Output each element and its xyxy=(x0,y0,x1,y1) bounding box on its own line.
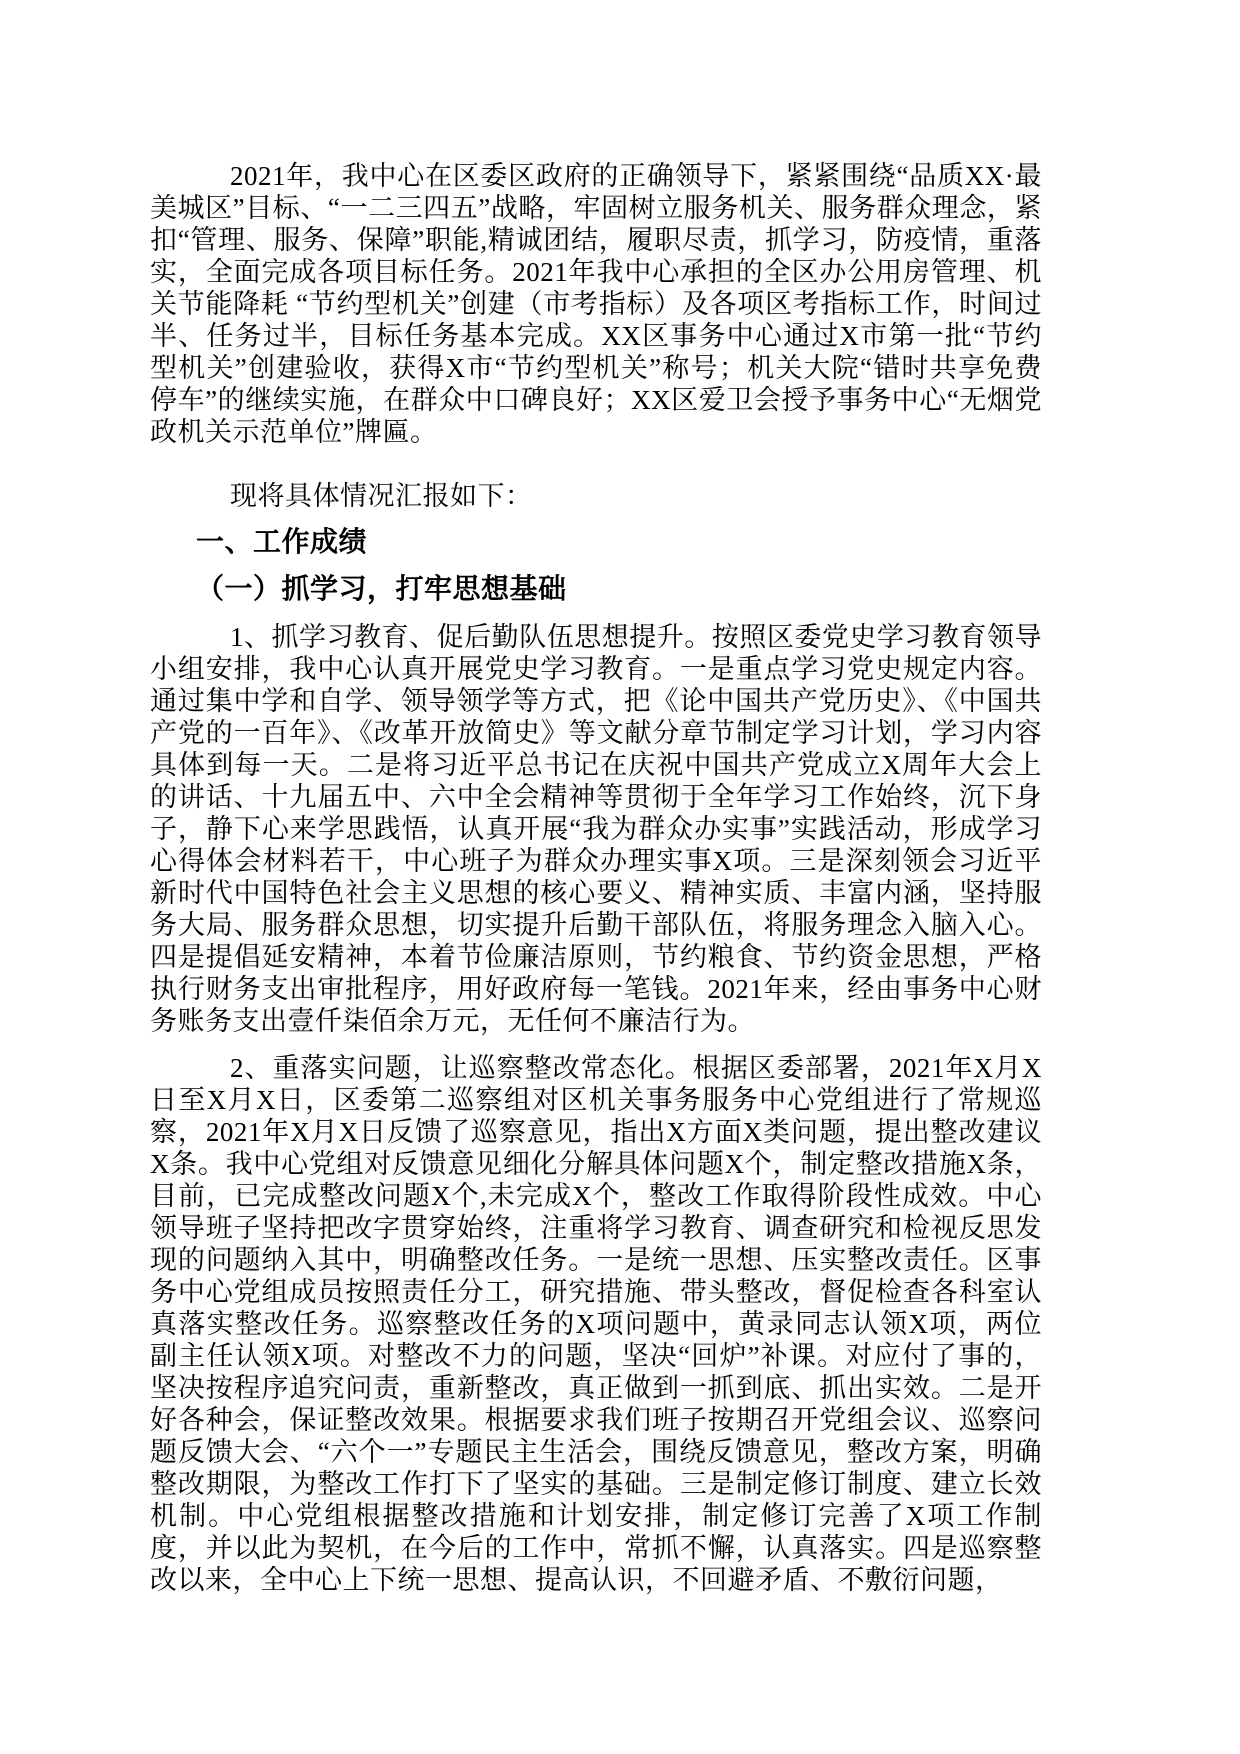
intro-paragraph: 2021年，我中心在区委区政府的正确领导下，紧紧围绕“品质XX·最美城区”目标、“一二三四五”战略，牢固树立服务机关、服务群众理念，紧扣“管理、服务、保障”职能,精诚团结，履职尽责，抓学习，防疫情，重落实，全面完成各项目标任务。2021年我中心承担的全区办公用房管理、机关节能降耗 “节约型机关”创建（市考指标）及各项区考指标工作，时间过半、任务过半，目标任务基本完成。XX区事务中心通过X市第一批“节约型机关”创建验收，获得X市“节约型机关”称号；机关大院“错时共享免费停车”的继续实施，在群众中口碑良好；XX区爱卫会授予事务中心“无烟党政机关示范单位”牌匾。 xyxy=(150,161,1042,447)
numbered-paragraph: 1、抓学习教育、促后勤队伍思想提升。按照区委党史学习教育领导小组安排，我中心认真开展党史学习教育。一是重点学习党史规定内容。通过集中学和自学、领导领学等方式，把《论中国共产党历史》、《中国共产党的一百年》、《改革开放简史》等文献分章节制定学习计划，学习内容具体到每一天。二是将习近平总书记在庆祝中国共产党成立X周年大会上的讲话、十九届五中、六中全会精神等贯彻于全年学习工作始终，沉下身子，静下心来学思践悟，认真开展“我为群众办实事”实践活动，形成学习心得体会材料若干，中心班子为群众办理实事X项。三是深刻领会习近平新时代中国特色社会主义思想的核心要义、精神实质、丰富内涵，坚持服务大局、服务群众思想，切实提升后勤干部队伍，将服务理念入脑入心。四是提倡延安精神，本着节俭廉洁原则，节约粮食、节约资金思想，严格执行财务支出审批程序，用好政府每一笔钱。2021年来，经由事务中心财务账务支出壹仟柒佰余万元，无任何不廉洁行为。 xyxy=(150,622,1042,1036)
numbered-paragraph: 2、重落实问题，让巡察整改常态化。根据区委部署，2021年X月X日至X月X日，区委第二巡察组对区机关事务服务中心党组进行了常规巡察，2021年X月X日反馈了巡察意见，指出X方面X类问题，提出整改建议X条。我中心党组对反馈意见细化分解具体问题X个，制定整改措施X条，目前，已完成整改问题X个,未完成X个，整改工作取得阶段性成效。中心领导班子坚持把改字贯穿始终，注重将学习教育、调查研究和检视反思发现的问题纳入其中，明确整改任务。一是统一思想、压实整改责任。区事务中心党组成员按照责任分工，研究措施、带头整改，督促检查各科室认真落实整改任务。巡察整改任务的X项问题中，黄录同志认领X项，两位副主任认领X项。对整改不力的问题，坚决“回炉”补课。对应付了事的，坚决按程序追究问责，重新整改，真正做到一抓到底、抓出实效。二是开好各种会，保证整改效果。根据要求我们班子按期召开党组会议、巡察问题反馈大会、“六个一”专题民主生活会，围绕反馈意见，整改方案，明确整改期限，为整改工作打下了坚实的基础。三是制定修订制度、建立长效机制。中心党组根据整改措施和计划安排，制定修订完善了X项工作制度，并以此为契机，在今后的工作中，常抓不懈，认真落实。四是巡察整改以来，全中心上下统一思想、提高认识，不回避矛盾、不敷衍问题， xyxy=(150,1053,1042,1595)
section-heading: 一、工作成绩 xyxy=(196,526,368,557)
subsection-heading: （一）抓学习，打牢思想基础 xyxy=(196,573,567,604)
report-lead-paragraph: 现将具体情况汇报如下： xyxy=(230,481,533,511)
document-content xyxy=(150,160,1042,1596)
